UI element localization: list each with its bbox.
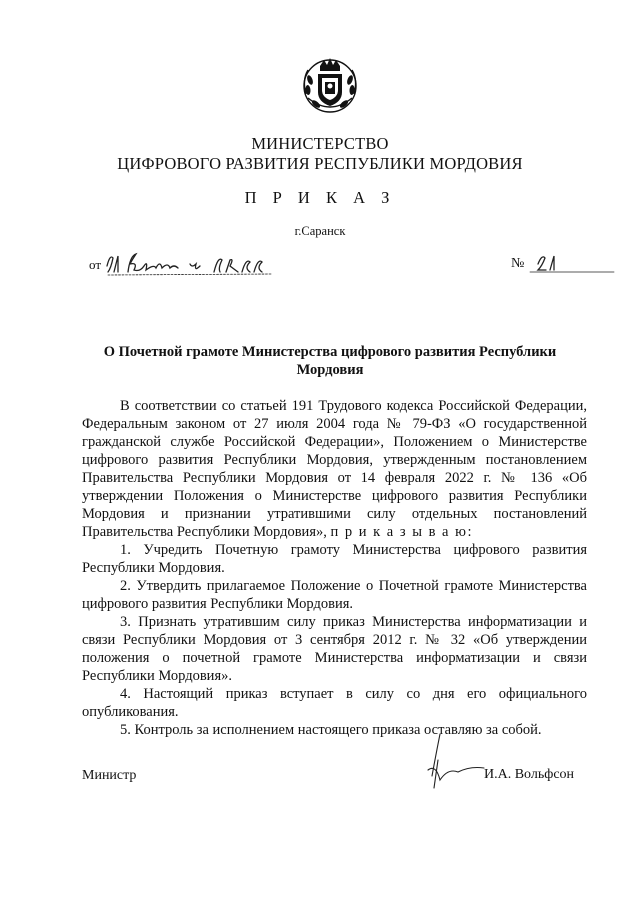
handwritten-date — [104, 250, 274, 278]
document-title: О Почетной грамоте Министерства цифрового развития Республики Мордовия — [103, 344, 557, 378]
signer-position: Министр — [82, 768, 137, 783]
ministry-name-line1: МИНИСТЕРСТВО — [251, 134, 389, 153]
handwritten-number — [526, 252, 616, 276]
list-item: 1. Учредить Почетную грамоту Министерства цифрового развития Республики Мордовия. — [82, 542, 587, 576]
ministry-name-line2: ЦИФРОВОГО РАЗВИТИЯ РЕСПУБЛИКИ МОРДОВИЯ — [117, 154, 523, 173]
date-prefix: от — [89, 257, 102, 272]
list-item: 3. Признать утратившим силу приказ Министерства информатизации и связи Республики Мордовия от 3 сентября 2012 г. № 32 «Об утверждении положения о почетной грамоте Министерства информатизации и связи Республики Мордовия». — [82, 614, 587, 684]
list-item: 5. Контроль за исполнением настоящего приказа оставляю за собой. — [120, 722, 542, 738]
city: г.Саранск — [294, 224, 346, 238]
intro-paragraph: В соответствии со статьей 191 Трудового кодекса Российской Федерации, Федеральным законом от 27 июля 2004 года № 79-ФЗ «О государственной гражданской службе Российской Федерации», Положением о Министерстве цифрового развития Республики Мордовия, утвержденным постановлением Правительства Республики Мордовия от 14 февраля 2022 г. № 136 «Об утверждении Положения о Министерстве цифрового развития Республики Мордовия и признании утратившими силу отдельных постановлений Правительства Республики Мордовия», п р и к а з ы в а ю: — [82, 398, 587, 540]
document-type: П Р И К А З — [244, 188, 396, 207]
document-body — [82, 397, 587, 739]
number-label: № — [511, 256, 525, 271]
list-item: 2. Утвердить прилагаемое Положение о Почетной грамоте Министерства цифрового развития Республики Мордовия. — [82, 578, 587, 612]
signature-icon — [418, 730, 488, 790]
coat-of-arms-icon — [296, 50, 364, 118]
order-word: п р и к а з ы в а ю: — [330, 524, 473, 540]
signer-name: И.А. Вольфсон — [484, 767, 575, 782]
list-item: 4. Настоящий приказ вступает в силу со дня его официального опубликования. — [82, 686, 587, 720]
